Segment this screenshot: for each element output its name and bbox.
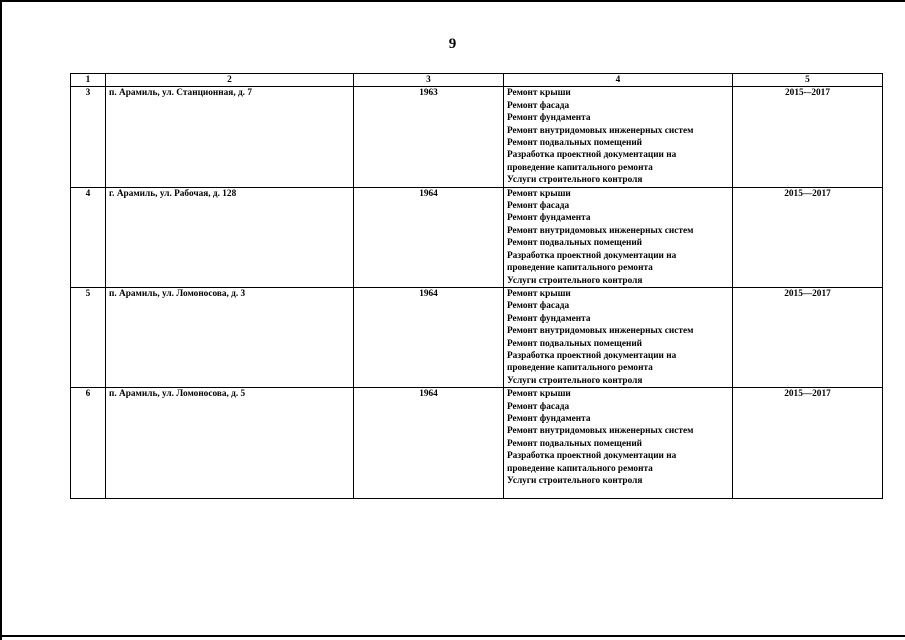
work-item: Ремонт внутридомовых инженерных систем	[507, 125, 694, 136]
work-item: Ремонт фундамента	[507, 413, 591, 424]
work-item: Разработка проектной документации на	[507, 451, 677, 462]
row-number: 3	[71, 87, 106, 187]
work-item: Разработка проектной документации на	[507, 150, 677, 161]
row-number: 6	[71, 388, 106, 499]
row-year: 1964	[354, 287, 504, 387]
row-works	[504, 388, 733, 499]
header-col-5: 5	[733, 74, 883, 87]
work-item: Ремонт подвальных помещений	[507, 438, 643, 449]
row-address: п. Арамиль, ул. Ломоносова, д. 5	[106, 388, 354, 499]
table-row	[71, 388, 883, 499]
header-col-2: 2	[106, 74, 354, 87]
work-item: проведение капитального ремонта	[507, 363, 653, 374]
work-item: Ремонт крыши	[507, 88, 571, 99]
work-item: Ремонт крыши	[507, 288, 571, 299]
work-item: Услуги строительного контроля	[507, 275, 643, 286]
page-border-left	[0, 0, 2, 640]
row-year: 1964	[354, 187, 504, 287]
work-item: Ремонт внутридомовых инженерных систем	[507, 326, 694, 337]
header-col-4: 4	[504, 74, 733, 87]
page-border-top	[0, 0, 905, 2]
work-item: Ремонт фундамента	[507, 313, 591, 324]
work-item: Услуги строительного контроля	[507, 175, 643, 186]
header-col-3: 3	[354, 74, 504, 87]
work-item: Ремонт фасада	[507, 100, 570, 111]
row-address: г. Арамиль, ул. Рабочая, д. 128	[106, 187, 354, 287]
row-period: 2015—2017	[733, 287, 883, 387]
work-item: Ремонт фасада	[507, 401, 570, 412]
work-item: Ремонт внутридомовых инженерных систем	[507, 225, 694, 236]
work-item: Услуги строительного контроля	[507, 476, 643, 486]
row-number: 5	[71, 287, 106, 387]
row-number: 4	[71, 187, 106, 287]
table-row	[71, 87, 883, 187]
work-item: Ремонт крыши	[507, 188, 571, 199]
header-row	[71, 74, 883, 87]
row-works	[504, 87, 733, 187]
work-item: проведение капитального ремонта	[507, 463, 653, 474]
table-row	[71, 287, 883, 387]
row-works	[504, 187, 733, 287]
row-year: 1964	[354, 388, 504, 499]
work-item: проведение капитального ремонта	[507, 263, 653, 274]
page-number: 9	[448, 36, 457, 52]
row-works	[504, 287, 733, 387]
repair-register-table	[70, 73, 883, 499]
work-item: Ремонт фундамента	[507, 113, 591, 124]
work-item: Ремонт фасада	[507, 301, 570, 312]
work-item: Ремонт внутридомовых инженерных систем	[507, 426, 694, 437]
work-item: проведение капитального ремонта	[507, 162, 653, 173]
table-row	[71, 187, 883, 287]
row-period: 2015-–2017	[733, 87, 883, 187]
work-item: Ремонт подвальных помещений	[507, 338, 643, 349]
work-item: Ремонт фасада	[507, 201, 570, 212]
row-period: 2015—2017	[733, 187, 883, 287]
work-item: Разработка проектной документации на	[507, 250, 677, 261]
row-address: п. Арамиль, ул. Станционная, д. 7	[106, 87, 354, 187]
row-period: 2015—2017	[733, 388, 883, 499]
work-item: Ремонт подвальных помещений	[507, 238, 643, 249]
page-border-bottom	[0, 635, 905, 637]
work-item: Разработка проектной документации на	[507, 350, 677, 361]
work-item: Ремонт крыши	[507, 389, 571, 400]
work-item: Ремонт фундамента	[507, 213, 591, 224]
work-item: Ремонт подвальных помещений	[507, 138, 643, 149]
work-item: Услуги строительного контроля	[507, 375, 643, 386]
row-year: 1963	[354, 87, 504, 187]
header-col-1: 1	[71, 74, 106, 87]
row-address: п. Арамиль, ул. Ломоносова, д. 3	[106, 287, 354, 387]
